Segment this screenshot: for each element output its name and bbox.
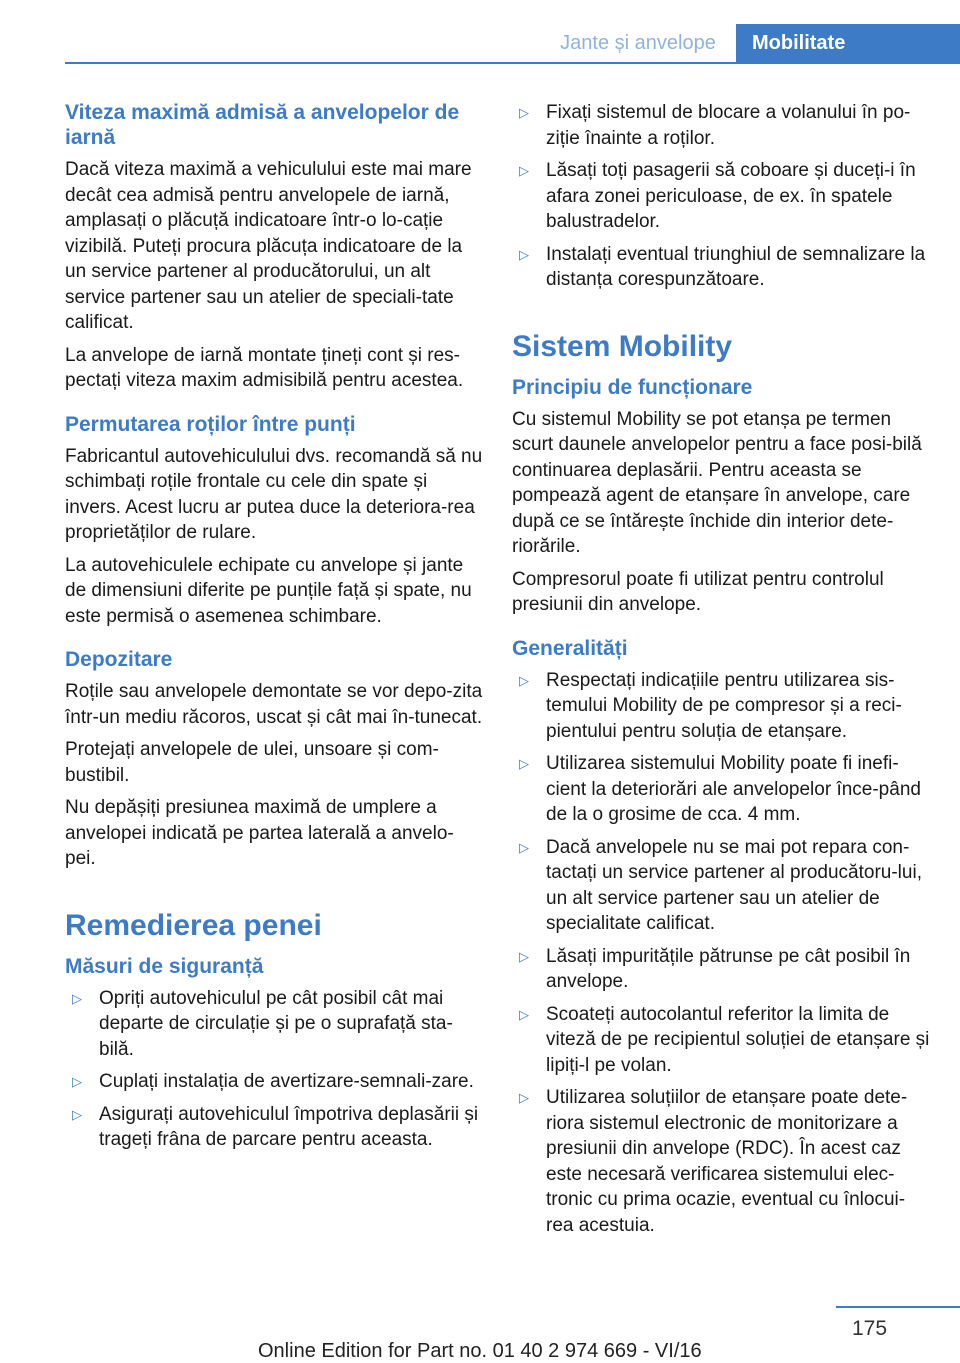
page-number: 175 — [852, 1317, 888, 1340]
safety-list-continued — [512, 100, 932, 293]
header-divider — [65, 62, 960, 64]
right-column — [512, 100, 932, 1238]
safety-list — [65, 986, 483, 1153]
triangle-bullet-icon: ▷ — [72, 990, 82, 1006]
paragraph-principle-2: Compresorul poate fi utilizat pentru controlul presiunii din anvelope. — [512, 568, 884, 615]
list-item — [512, 668, 932, 745]
heading-mobility-system: Sistem Mobility — [512, 329, 733, 363]
list-item — [65, 1069, 483, 1095]
list-item-text: Asigurați autovehiculul împotriva deplasării și trageți frâna de parcare pentru aceasta. — [99, 1103, 479, 1150]
paragraph-storage-1: Roțile sau anvelopele demontate se vor depo-zita într-un mediu răcoros, uscat și cât mai în-tunecat. — [65, 681, 483, 728]
list-item — [512, 1002, 932, 1079]
paragraph-swap-2: La autovehiculele echipate cu anvelope și jante de dimensiuni diferite pe punțile față și spate, nu este permisă o asemenea schimbare. — [65, 554, 472, 627]
paragraph-swap-1: Fabricantul autovehiculului dvs. recomandă să nu schimbați roțile frontale cu cele din spate și invers. Acest lucru ar putea duce la deteriora-rea proprietăților de rulare. — [65, 445, 483, 543]
paragraph-winter-2: La anvelope de iarnă montate țineți cont și res-pectați viteza maxim admisibilă pentru acestea. — [65, 344, 464, 391]
triangle-bullet-icon: ▷ — [519, 1006, 529, 1022]
list-item — [65, 986, 483, 1063]
list-item-text: Dacă anvelopele nu se mai pot repara con-tactați un service partener al producătoru-lui, un alt service partener sau un atelier de specialitate calificat. — [546, 836, 922, 934]
list-item-text: Respectați indicațiile pentru utilizarea sis-temului Mobility de pe compresor și a reci-pientului pentru soluția de etanșare. — [546, 669, 902, 742]
heading-flat-tire: Remedierea penei — [65, 908, 322, 942]
general-list — [512, 668, 932, 1239]
heading-winter-speed: Viteza maximă admisă a anvelopelor de iarnă — [65, 101, 460, 149]
triangle-bullet-icon: ▷ — [519, 1090, 529, 1105]
triangle-bullet-icon: ▷ — [519, 839, 529, 855]
list-item — [512, 835, 932, 937]
list-item — [512, 158, 932, 235]
triangle-bullet-icon: ▷ — [519, 246, 529, 262]
list-item — [65, 1102, 483, 1153]
triangle-bullet-icon: ▷ — [519, 105, 529, 120]
heading-safety-measures: Măsuri de siguranță — [65, 954, 264, 978]
list-item-text: Utilizarea sistemului Mobility poate fi inefi-cient la deteriorări ale anvelopelor înce-pând de la o grosime de cca. 4 mm. — [546, 753, 921, 825]
footer-divider — [836, 1306, 960, 1308]
list-item-text: Fixați sistemul de blocare a volanului în po-ziție înainte a roților. — [546, 102, 911, 149]
list-item-text: Scoateți autocolantul referitor la limita de viteză de pe recipientul soluției de etanșare și lipiți-l pe volan. — [546, 1003, 930, 1076]
paragraph-storage-2: Protejați anvelopele de ulei, unsoare și com-bustibil. — [65, 739, 439, 786]
header-section-label: Jante și anvelope — [560, 32, 716, 54]
list-item — [512, 944, 932, 995]
header-chapter-tab: Mobilitate — [736, 24, 960, 64]
list-item — [512, 751, 932, 828]
list-item — [512, 1085, 932, 1238]
triangle-bullet-icon: ▷ — [519, 163, 529, 178]
list-item-text: Utilizarea soluțiilor de etanșare poate dete-riora sistemul electronic de monitorizare a presiunii din anvelope (RDC). În acest caz este necesară verificarea sistemului elec-tronic cu prima ocazie, eventual cu înlocui-rea acestuia. — [546, 1087, 908, 1236]
triangle-bullet-icon: ▷ — [519, 948, 529, 964]
list-item-text: Opriți autovehiculul pe cât posibil cât mai departe de circulație și pe o suprafață sta-bilă. — [99, 987, 453, 1060]
triangle-bullet-icon: ▷ — [519, 672, 529, 688]
triangle-bullet-icon: ▷ — [519, 756, 529, 771]
footer-edition-text: Online Edition for Part no. 01 40 2 974 669 - VI/16 — [258, 1340, 702, 1362]
list-item-text: Lăsați impuritățile pătrunse pe cât posibil în anvelope. — [546, 945, 911, 992]
left-column — [65, 100, 483, 1153]
list-item — [512, 242, 932, 293]
list-item-text: Lăsați toți pasagerii să coboare și duceți-i în afara zonei periculoase, de ex. în spatele balustradelor. — [546, 160, 916, 232]
paragraph-winter-1: Dacă viteza maximă a vehiculului este mai mare decât cea admisă pentru anvelopele de iarnă, amplasați o plăcuță indicatoare într-o lo-cație vizibilă. Puteți procura plăcuța indicatoare de la un service partener al producătorului, un alt service partener sau un atelier de speciali-tate calificat. — [65, 159, 472, 333]
heading-principle: Principiu de funcționare — [512, 375, 753, 399]
list-item-text: Instalați eventual triunghiul de semnalizare la distanța corespunzătoare. — [546, 243, 926, 290]
heading-storage: Depozitare — [65, 648, 173, 671]
triangle-bullet-icon: ▷ — [72, 1106, 82, 1122]
paragraph-principle-1: Cu sistemul Mobility se pot etanșa pe termen scurt daunele anvelopelor pentru a face posi-bilă continuarea deplasării. Pentru aceasta se pompează agent de etanșare în anvelope, care după ce se întărește închide din interior dete-riorările. — [512, 408, 922, 557]
list-item-text: Cuplați instalația de avertizare-semnali-zare. — [99, 1071, 474, 1092]
heading-wheel-swap: Permutarea roților între punți — [65, 412, 356, 436]
triangle-bullet-icon: ▷ — [72, 1074, 82, 1089]
paragraph-storage-3: Nu depășiți presiunea maximă de umplere a anvelopei indicată pe partea laterală a anvelo-pei. — [65, 797, 454, 869]
heading-general: Generalități — [512, 636, 628, 660]
list-item — [512, 100, 932, 151]
